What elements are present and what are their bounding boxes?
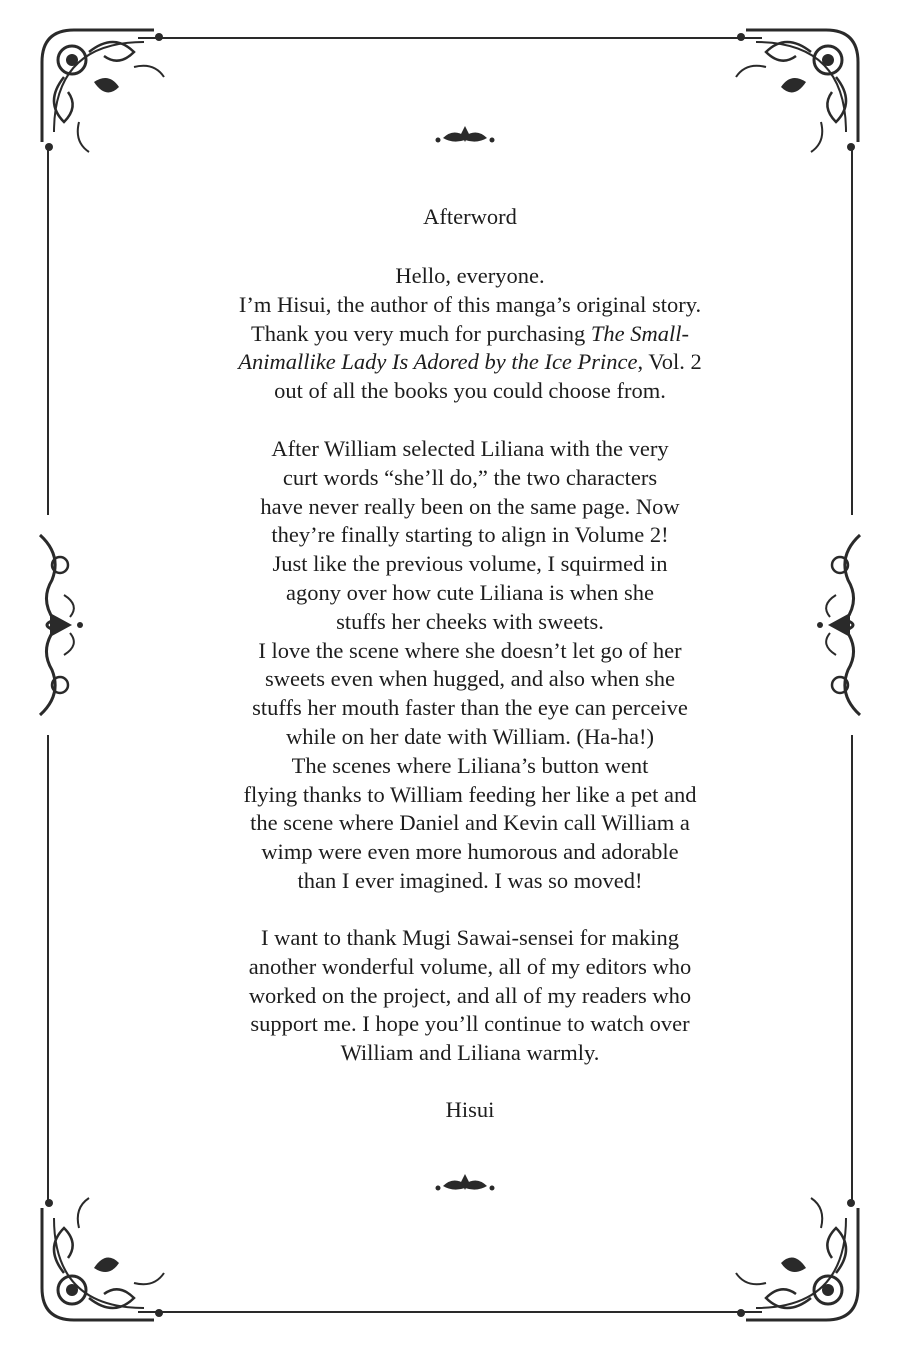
text-line: stuffs her mouth faster than the eye can perceive [252,695,688,721]
side-ornament-right [817,535,860,715]
text-line: Just like the previous volume, I squirmed in [272,551,668,577]
text-line: have never really been on the same page. Now [260,493,680,519]
text-line: stuffs her cheeks with sweets. [336,608,604,634]
afterword-title [150,203,790,232]
text-fragment: Thank you very much for purchasing [250,320,591,346]
author-signature: Hisui [445,1097,495,1122]
text-line: The scenes where Liliana’s button went [291,752,649,778]
text-line: than I ever imagined. I was so moved! [297,867,643,893]
book-title-part: Animallike Lady Is Adored by the Ice Prince [238,349,638,375]
text-line: Hello, everyone. [395,263,545,288]
signature [150,1096,790,1125]
paragraph-thanks [150,924,790,1068]
paragraph-story [150,435,790,896]
text-line: I love the scene where she doesn’t let go of her [258,637,682,663]
text-line: they’re finally starting to align in Volume 2! [271,522,669,548]
corner-ornament-bottom-left [42,1198,164,1320]
text-line: the scene where Daniel and Kevin call William a [250,810,690,836]
title-text: Afterword [423,204,517,229]
corner-ornament-top-left [42,30,164,152]
text-line: support me. I hope you’ll continue to watch over [250,1011,690,1037]
book-title-part: The Small- [590,320,690,346]
side-ornament-left [40,535,83,715]
text-line [150,320,790,349]
text-line: sweets even when hugged, and also when she [265,666,675,692]
text-line: William and Liliana warmly. [340,1040,600,1066]
text-fragment: , Vol. 2 [637,349,702,375]
text-line: wimp were even more humorous and adorable [261,839,679,865]
text-line: I’m Hisui, the author of this manga’s original story. [238,291,702,317]
corner-ornament-top-right [736,30,858,152]
text-line: After William selected Liliana with the very [271,436,669,461]
paragraph-greeting [150,262,790,406]
text-line: flying thanks to William feeding her like a pet and [243,781,697,807]
flourish-bottom [436,1174,495,1191]
text-line: out of all the books you could choose from. [274,378,666,404]
text-line: I want to thank Mugi Sawai-sensei for making [260,925,680,950]
text-line: worked on the project, and all of my readers who [248,982,692,1008]
text-line: curt words “she’ll do,” the two characters [282,464,658,490]
text-line: agony over how cute Liliana is when she [285,579,655,605]
text-line [150,348,790,377]
flourish-top [436,126,495,143]
text-line: another wonderful volume, all of my editors who [248,953,692,979]
corner-ornament-bottom-right [736,1198,858,1320]
text-line: while on her date with William. (Ha-ha!) [286,723,654,749]
